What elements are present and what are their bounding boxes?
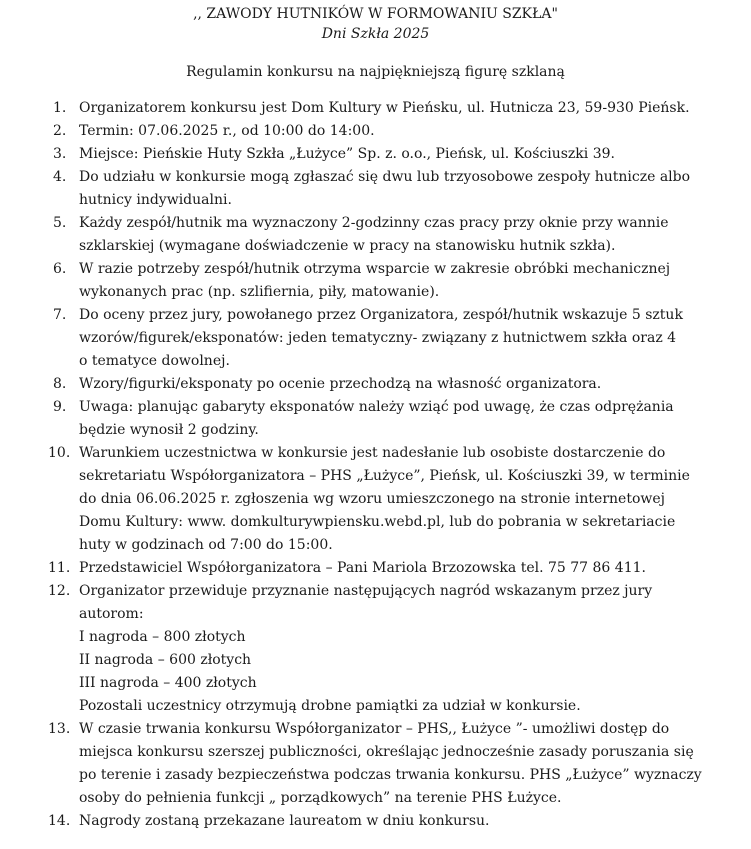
- rule-item: [0, 718, 751, 810]
- rule-text-line: Nagrody zostaną przekazane laureatom w dniu konkursu.: [79, 813, 490, 829]
- rule-number: 4.: [53, 169, 67, 185]
- rule-text-line: po terenie i zasady bezpieczeństwa podczas trwania konkursu. PHS „Łużyce” wyznaczy: [79, 767, 702, 783]
- rule-item: [0, 580, 751, 718]
- rule-text-line: Miejsce: Pieńskie Huty Szkła „Łużyce” Sp. z. o.o., Pieńsk, ul. Kościuszki 39.: [79, 146, 615, 162]
- rule-item: [0, 143, 751, 166]
- rule-text-line: autorom:: [79, 606, 144, 622]
- rule-number: 13.: [48, 721, 71, 737]
- rule-item: [0, 97, 751, 120]
- rule-item: [0, 396, 751, 442]
- rule-text-line: miejsca konkursu szerszej publiczności, określając jednocześnie zasady poruszania się: [79, 744, 694, 760]
- rule-item: [0, 810, 751, 833]
- rule-number: 5.: [53, 215, 67, 231]
- rule-number: 10.: [48, 445, 71, 461]
- rule-item: [0, 373, 751, 396]
- regulations-heading: Regulamin konkursu na najpiękniejszą figurę szklaną: [186, 64, 565, 80]
- rule-item: [0, 304, 751, 373]
- rule-text-line: Termin: 07.06.2025 r., od 10:00 do 14:00.: [79, 123, 375, 139]
- rule-item: [0, 166, 751, 212]
- rule-text-line: W czasie trwania konkursu Współorganizator – PHS,, Łużyce ”- umożliwi dostęp do: [79, 721, 670, 737]
- rule-text-line: Organizatorem konkursu jest Dom Kultury w Pieńsku, ul. Hutnicza 23, 59-930 Pieńsk.: [79, 100, 690, 116]
- rule-text-line: Warunkiem uczestnictwa w konkursie jest nadesłanie lub osobiste dostarczenie do: [79, 445, 666, 461]
- rule-text-line: Pozostali uczestnicy otrzymują drobne pamiątki za udział w konkursie.: [79, 698, 581, 714]
- rule-text-line: o tematyce dowolnej.: [79, 353, 230, 369]
- rule-text-line: W razie potrzeby zespół/hutnik otrzyma wsparcie w zakresie obróbki mechanicznej: [79, 261, 671, 277]
- rule-text-line: Do udziału w konkursie mogą zgłaszać się dwu lub trzyosobowe zespoły hutnicze albo: [79, 169, 691, 185]
- rule-text-line: wzorów/figurek/eksponatów: jeden tematyczny- związany z hutnictwem szkła oraz 4: [79, 330, 677, 346]
- rule-item: [0, 442, 751, 557]
- document-title: ,, ZAWODY HUTNIKÓW W FORMOWANIU SZKŁA": [193, 6, 558, 22]
- rules-list: [0, 97, 751, 833]
- rule-text-line: Organizator przewiduje przyznanie następujących nagród wskazanym przez jury: [79, 583, 653, 599]
- rule-item: [0, 258, 751, 304]
- rule-number: 1.: [53, 100, 67, 116]
- rule-number: 9.: [53, 399, 67, 415]
- rule-text-line: hutnicy indywidualni.: [79, 192, 232, 208]
- rule-text-line: Każdy zespół/hutnik ma wyznaczony 2-godzinny czas pracy przy oknie przy wannie: [79, 215, 669, 231]
- document-header: [0, 4, 751, 82]
- rule-number: 7.: [53, 307, 67, 323]
- rule-item: [0, 120, 751, 143]
- document-subtitle: Dni Szkła 2025: [321, 26, 430, 42]
- rule-text-line: wykonanych prac (np. szlifiernia, piły, matowanie).: [79, 284, 440, 300]
- rule-number: 3.: [53, 146, 67, 162]
- rule-text-line: będzie wynosił 2 godziny.: [79, 422, 259, 438]
- rule-text-line: Domu Kultury: www. domkulturywpiensku.webd.pl, lub do pobrania w sekretariacie: [79, 514, 676, 530]
- rule-text-line: Wzory/figurki/eksponaty po ocenie przechodzą na własność organizatora.: [79, 376, 602, 392]
- rule-text-line: do dnia 06.06.2025 r. zgłoszenia wg wzoru umieszczonego na stronie internetowej: [79, 491, 665, 507]
- rule-text-line: Do oceny przez jury, powołanego przez Organizatora, zespół/hutnik wskazuje 5 sztuk: [79, 307, 683, 323]
- rule-text-line: II nagroda – 600 złotych: [79, 652, 252, 668]
- rule-text-line: huty w godzinach od 7:00 do 15:00.: [79, 537, 333, 553]
- rule-text-line: III nagroda – 400 złotych: [79, 675, 257, 691]
- rule-text-line: Przedstawiciel Współorganizatora – Pani Mariola Brzozowska tel. 75 77 86 411.: [79, 560, 646, 576]
- rule-text-line: osoby do pełnienia funkcji „ porządkowych” na terenie PHS Łużyce.: [79, 790, 562, 806]
- rule-text-line: I nagroda – 800 złotych: [79, 629, 246, 645]
- rule-number: 12.: [48, 583, 71, 599]
- rule-number: 11.: [48, 560, 71, 576]
- rule-item: [0, 212, 751, 258]
- rule-text-line: Uwaga: planując gabaryty eksponatów należy wziąć pod uwagę, że czas odprężania: [79, 399, 674, 415]
- rule-text-line: sekretariatu Współorganizatora – PHS „Łużyce”, Pieńsk, ul. Kościuszki 39, w terminie: [79, 468, 690, 484]
- rule-number: 6.: [53, 261, 67, 277]
- rule-number: 14.: [48, 813, 71, 829]
- rule-text-line: szklarskiej (wymagane doświadczenie w pracy na stanowisku hutnik szkła).: [79, 238, 616, 254]
- rule-number: 2.: [53, 123, 67, 139]
- rule-number: 8.: [53, 376, 67, 392]
- rule-item: [0, 557, 751, 580]
